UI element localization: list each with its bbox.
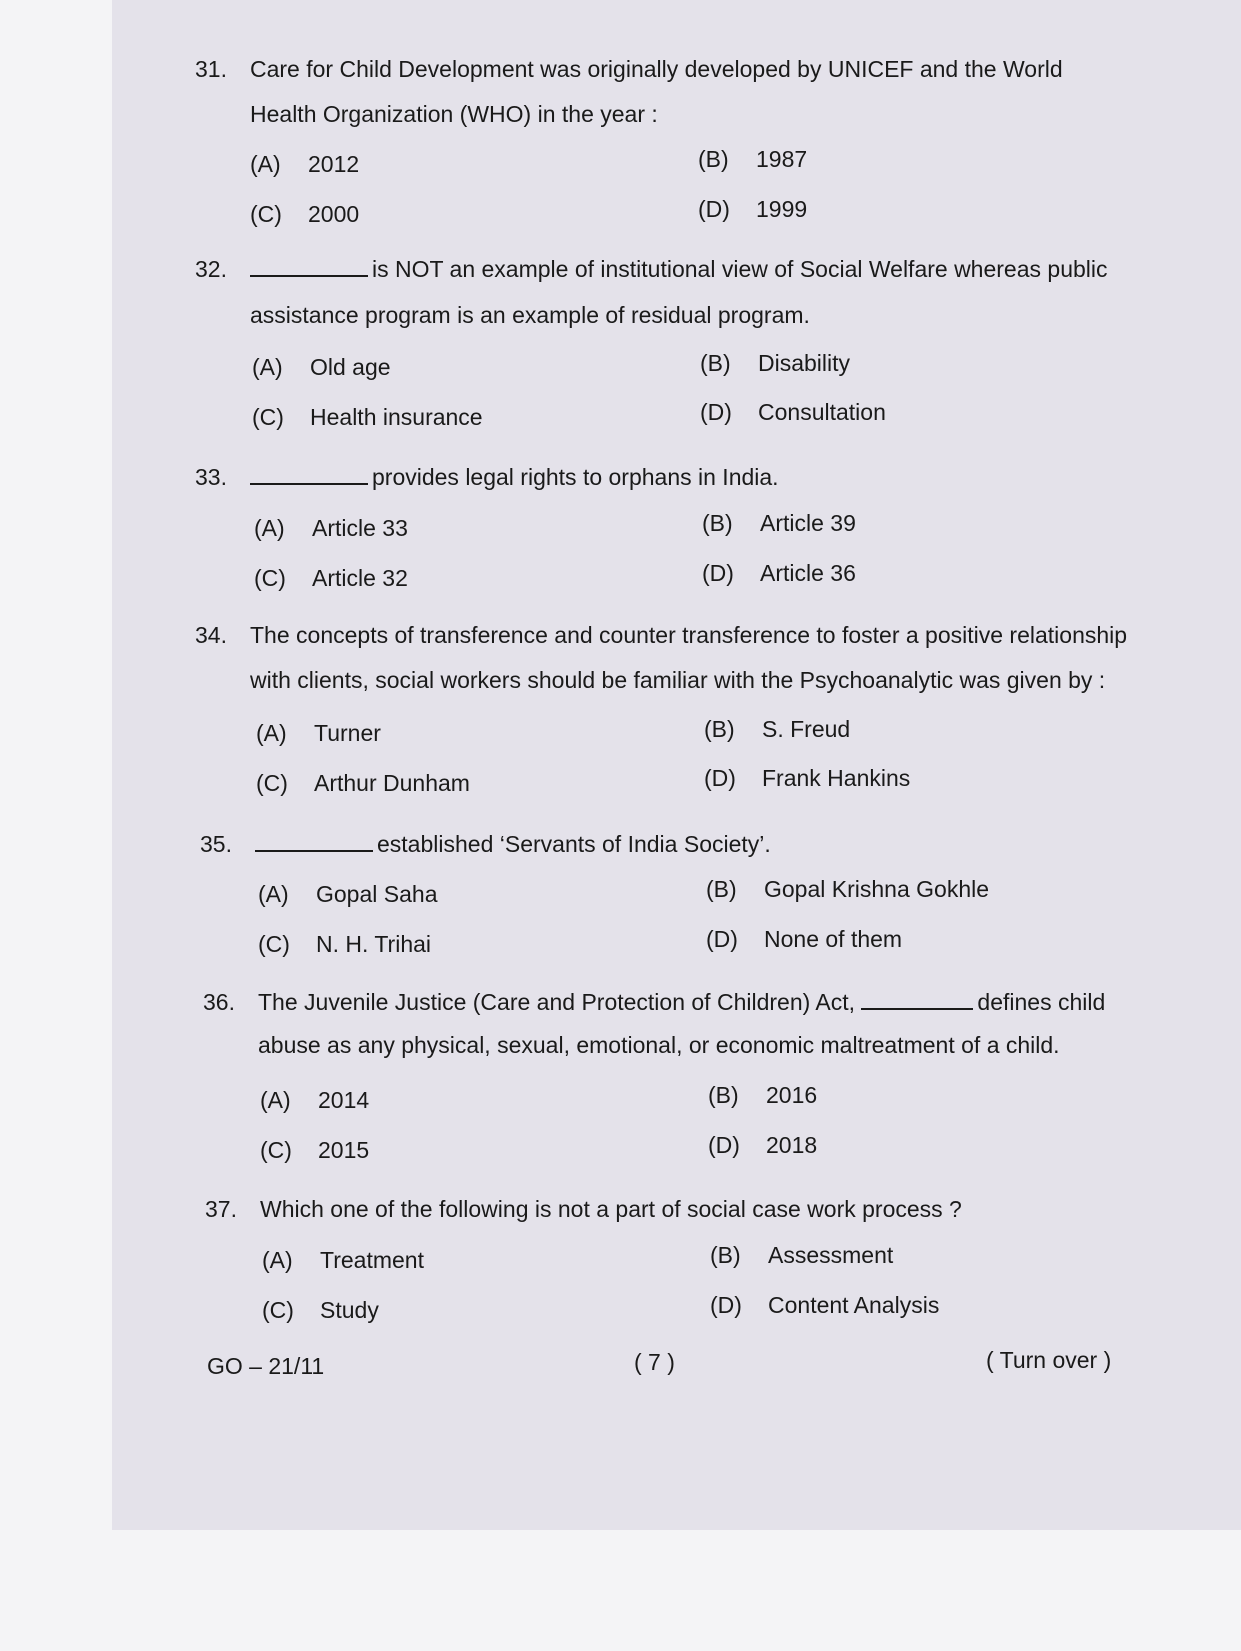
option-b: (B) 1987 <box>698 146 808 172</box>
option-d: (D) None of them <box>706 926 903 952</box>
option-d: (D) 1999 <box>698 196 808 222</box>
option-b: (B) Disability <box>700 350 851 376</box>
question-text: established ‘Servants of India Society’. <box>377 831 771 857</box>
question-text-continued: Health Organization (WHO) in the year : <box>250 101 658 127</box>
option-d: (D) Frank Hankins <box>704 765 911 791</box>
option-c: (C) Arthur Dunham <box>256 770 470 796</box>
question-text-continued: assistance program is an example of residual program. <box>250 302 810 328</box>
option-a: (A) 2014 <box>260 1087 370 1113</box>
question-number: 31. <box>195 56 227 82</box>
question-number: 35. <box>200 831 232 857</box>
question-text-continued: with clients, social workers should be familiar with the Psychoanalytic was given by : <box>250 667 1106 693</box>
option-d: (D) 2018 <box>708 1132 818 1158</box>
question-32 <box>195 256 1115 328</box>
paper-code: GO – 21/11 <box>207 1353 325 1379</box>
question-number: 36. <box>203 989 235 1015</box>
question-text: Care for Child Development was originally developed by UNICEF and the World <box>250 56 1063 82</box>
option-b: (B) 2016 <box>708 1082 818 1108</box>
question-31 <box>195 56 1115 127</box>
question-text: The Juvenile Justice (Care and Protection of Children) Act, <box>258 989 856 1015</box>
option-a: (A) 2012 <box>250 151 360 177</box>
question-36 <box>195 989 1115 1058</box>
option-b: (B) Gopal Krishna Gokhle <box>706 876 990 902</box>
option-b: (B) Assessment <box>710 1242 894 1268</box>
answer-blank <box>250 259 368 277</box>
question-34 <box>195 622 1128 693</box>
question-number: 33. <box>195 464 227 490</box>
option-c: (C) Article 32 <box>254 565 408 591</box>
question-number: 34. <box>195 622 227 648</box>
question-number: 37. <box>205 1196 237 1222</box>
question-number: 32. <box>195 256 227 282</box>
option-a: (A) Old age <box>252 354 391 380</box>
option-d: (D) Content Analysis <box>710 1292 940 1318</box>
option-b: (B) S. Freud <box>704 716 851 742</box>
option-c: (C) 2000 <box>250 201 360 227</box>
answer-blank <box>861 992 973 1010</box>
question-text: Which one of the following is not a part of social case work process ? <box>260 1196 962 1222</box>
option-c: (C) 2015 <box>260 1137 370 1163</box>
question-35 <box>195 833 1115 860</box>
question-text-end: defines child <box>977 989 1106 1015</box>
question-text-continued: abuse as any physical, sexual, emotional, or economic maltreatment of a child. <box>258 1032 1060 1058</box>
option-b: (B) Article 39 <box>702 510 856 536</box>
question-33 <box>195 466 1115 493</box>
turn-over-note: ( Turn over ) <box>986 1347 1112 1373</box>
option-c: (C) Study <box>262 1297 379 1323</box>
option-a: (A) Gopal Saha <box>258 881 438 907</box>
option-d: (D) Article 36 <box>702 560 856 586</box>
answer-blank <box>255 834 373 852</box>
option-c: (C) Health insurance <box>252 404 483 430</box>
question-text: is NOT an example of institutional view of Social Welfare whereas public <box>372 256 1108 282</box>
question-37 <box>195 1198 1115 1225</box>
question-text: provides legal rights to orphans in India. <box>372 464 779 490</box>
option-a: (A) Article 33 <box>254 515 408 541</box>
option-a: (A) Treatment <box>262 1247 424 1273</box>
option-c: (C) N. H. Trihai <box>258 931 432 957</box>
option-a: (A) Turner <box>256 720 381 746</box>
page-number: ( 7 ) <box>634 1349 675 1375</box>
option-d: (D) Consultation <box>700 399 886 425</box>
answer-blank <box>250 467 368 485</box>
question-text: The concepts of transference and counter transference to foster a positive relationship <box>250 622 1128 648</box>
